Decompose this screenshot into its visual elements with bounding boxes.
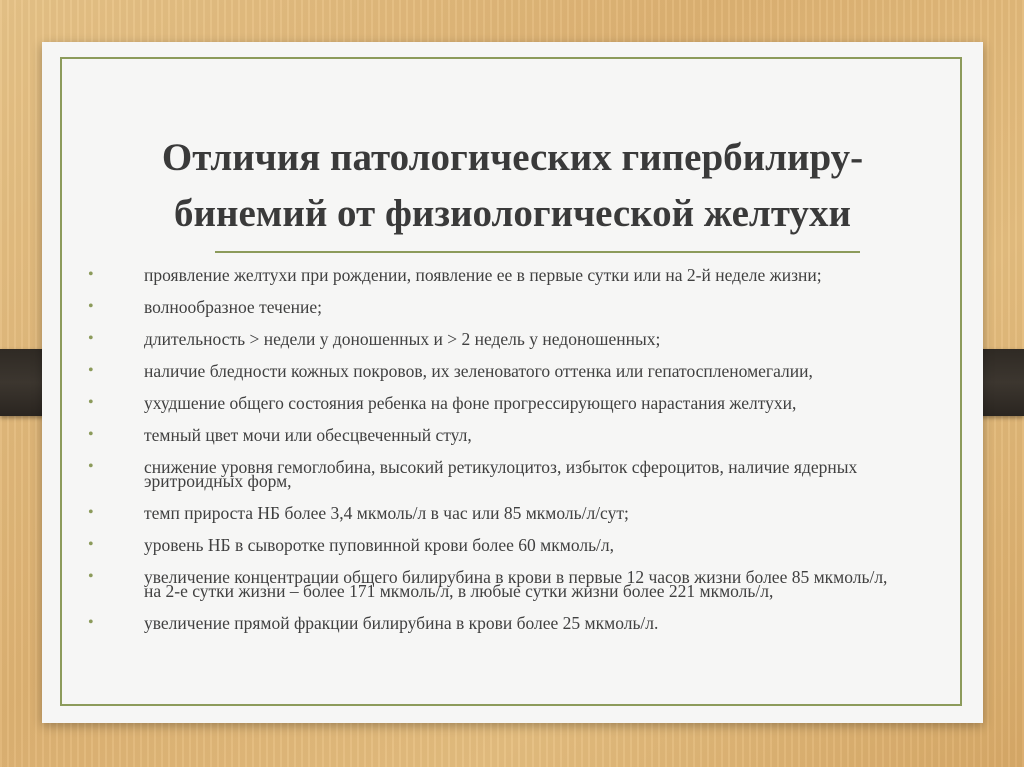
- bullet-list: [88, 265, 888, 648]
- slide-title-line-1: Отличия патологических гипербилиру-: [161, 136, 864, 179]
- list-item: [88, 503, 888, 523]
- bullet-icon: •: [88, 362, 94, 379]
- bullet-icon: •: [88, 394, 94, 411]
- bullet-icon: •: [88, 458, 94, 475]
- list-item-text: увеличение прямой фракции билирубина в крови более 25 мкмоль/л.: [144, 613, 659, 633]
- bullet-icon: •: [88, 298, 94, 315]
- list-item: [88, 297, 888, 317]
- list-item-text: темный цвет мочи или обесцвеченный стул,: [144, 425, 472, 445]
- list-item-text: волнообразное течение;: [144, 297, 322, 317]
- list-item-text: ухудшение общего состояния ребенка на фоне прогрессирующего нарастания желтухи,: [144, 393, 797, 413]
- bullet-icon: •: [88, 426, 94, 443]
- bullet-icon: •: [88, 568, 94, 585]
- list-item-text: снижение уровня гемоглобина, высокий ретикулоцитоз, избыток сфероцитов, наличие ядерных эритроидных форм,: [144, 457, 858, 491]
- bullet-icon: •: [88, 330, 94, 347]
- list-item: [88, 457, 888, 491]
- list-item-text: наличие бледности кожных покровов, их зеленоватого оттенка или гепатоспленомегалии,: [144, 361, 813, 381]
- list-item: [88, 425, 888, 445]
- list-item: [88, 361, 888, 381]
- slide-title: [42, 130, 983, 242]
- list-item-text: темп прироста НБ более 3,4 мкмоль/л в час или 85 мкмоль/л/сут;: [144, 503, 629, 523]
- list-item-text: уровень НБ в сыворотке пуповинной крови более 60 мкмоль/л,: [144, 535, 615, 555]
- list-item: [88, 567, 888, 601]
- list-item: [88, 613, 888, 633]
- title-divider: [215, 251, 860, 253]
- list-item-text: длительность > недели у доношенных и > 2 недель у недоношенных;: [144, 329, 661, 349]
- slide-card: [42, 42, 983, 723]
- bullet-icon: •: [88, 504, 94, 521]
- list-item-text: увеличение концентрации общего билирубина в крови в первые 12 часов жизни более 85 мкмоль/л, на 2-е сутки жизни – более 171 мкмоль/л, в любые сутки жизни более 221 мкмоль/л,: [144, 567, 888, 601]
- bullet-icon: •: [88, 536, 94, 553]
- list-item: [88, 329, 888, 349]
- slide-title-line-2: бинемий от физиологической желтухи: [174, 192, 851, 235]
- bullet-icon: •: [88, 614, 94, 631]
- list-item: [88, 535, 888, 555]
- list-item: [88, 393, 888, 413]
- bullet-icon: •: [88, 266, 94, 283]
- list-item-text: проявление желтухи при рождении, появление ее в первые сутки или на 2-й неделе жизни;: [144, 265, 822, 285]
- list-item: [88, 265, 888, 285]
